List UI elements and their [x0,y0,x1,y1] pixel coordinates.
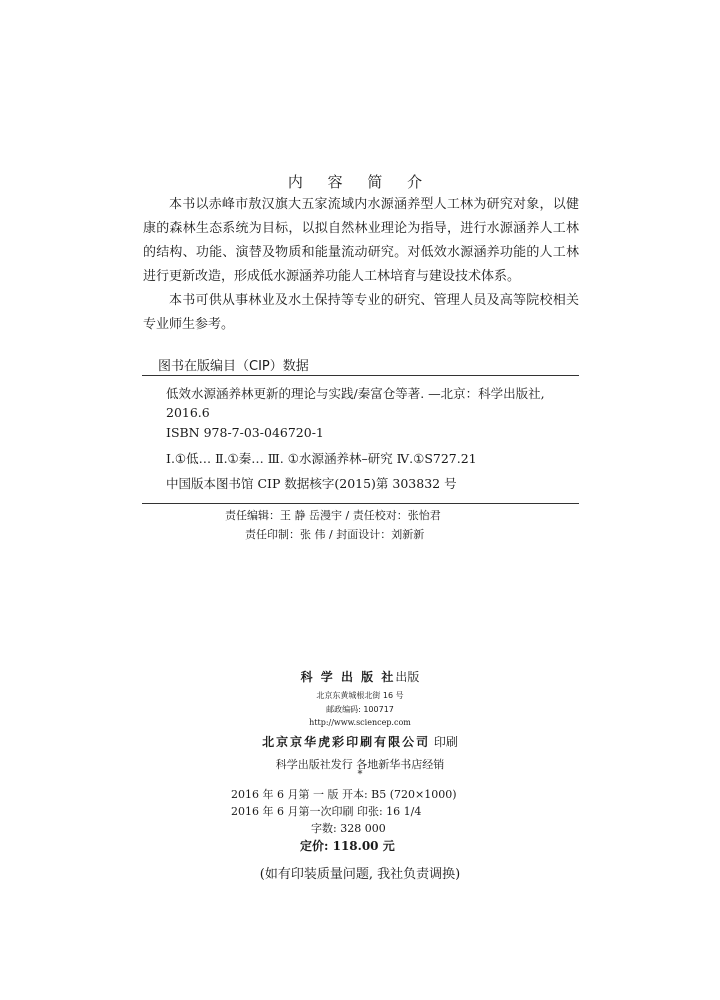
summary-title: 内 容 简 介 [287,173,433,191]
edition-line: 2016 年 6 月第 一 版 开本: B5 (720×1000) [231,788,457,801]
cip-line-2: 2016.6 [166,405,210,420]
editor-credits: 责任编辑：王 静 岳漫宇 / 责任校对：张怡君 [225,509,441,522]
publisher-address: 北京东黄城根北街 16 号 [316,691,404,700]
printer-line [0,733,720,750]
separator-asterisk: * [357,769,363,780]
production-credits: 责任印制：张 伟 / 封面设计：刘新新 [245,528,425,541]
price-label: 定价: [300,839,333,853]
cip-heading: 图书在版编目（CIP）数据 [158,359,309,374]
printer-suffix: 印刷 [433,735,458,749]
printing-line: 2016 年 6 月第一次印刷 印张: 16 1/4 [231,805,422,818]
publisher-suffix: 出版 [395,670,420,684]
distribution-line: 科学出版社发行 各地新华书店经销 [275,758,445,771]
summary-paragraph-2 [143,289,579,337]
price-unit: 元 [378,839,395,853]
postal-code: 邮政编码: 100717 [326,705,394,714]
cip-bottom-rule [142,503,579,504]
price-line [300,837,395,854]
word-count: 字数: 328 000 [311,822,386,835]
publisher-url: http://www.sciencep.com [309,718,411,727]
summary-paragraph-1 [143,193,579,289]
publisher-line [0,668,720,685]
printer-name: 北京京华虎彩印刷有限公司 [262,735,431,749]
summary-paragraph-1-text: 本书以赤峰市敖汉旗大五家流域内水源涵养型人工林为研究对象，以健康的森林生态系统为目标，以拟自然林业理论为指导，进行水源涵养人工林的结构、功能、演替及物质和能量流动研究。对低效水源涵养功能的人工林进行更新改造，形成低水源涵养功能人工林培育与建设技术体系。 [143,197,579,284]
publisher-name: 科 学 出 版 社 [300,670,396,684]
cip-isbn: ISBN 978-7-03-046720-1 [166,425,324,440]
cip-top-rule [142,375,579,376]
cip-line-1: 低效水源涵养林更新的理论与实践/秦富仓等著. —北京：科学出版社, [166,386,545,401]
cip-record-number: 中国版本图书馆 CIP 数据核字(2015)第 303832 号 [166,476,457,491]
cip-classification: Ⅰ.①低… Ⅱ.①秦… Ⅲ. ①水源涵养林–研究 Ⅳ.①S727.21 [166,451,477,466]
quality-notice: (如有印装质量问题, 我社负责调换) [259,867,461,882]
price-value: 118.00 [332,839,379,853]
summary-paragraph-2-text: 本书可供从事林业及水土保持等专业的研究、管理人员及高等院校相关专业师生参考。 [143,293,579,332]
